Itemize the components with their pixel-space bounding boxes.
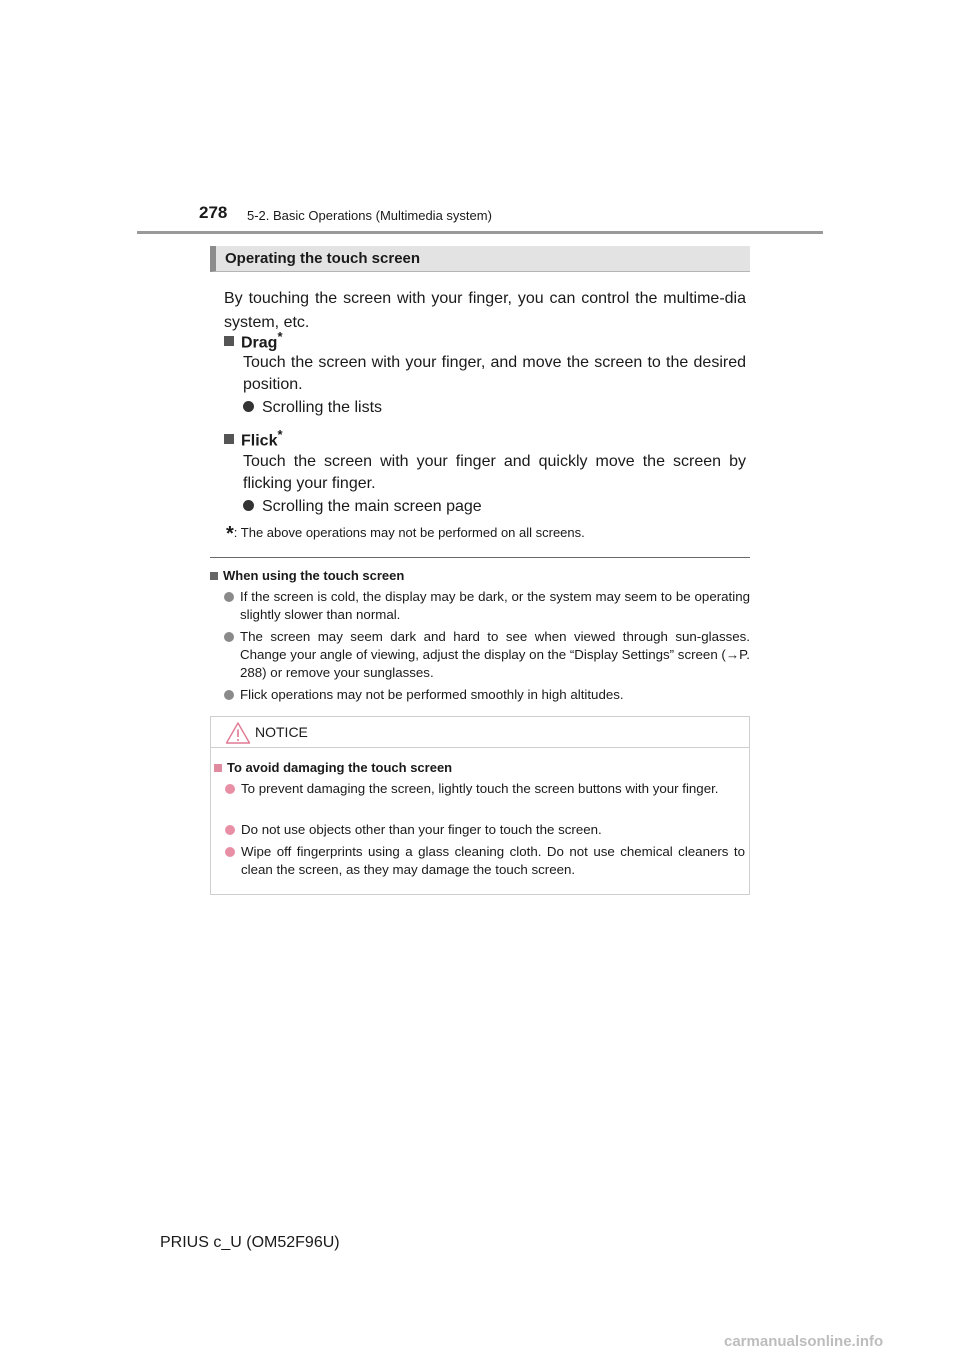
intro-paragraph: By touching the screen with your finger, you can control the multime-dia system, etc.: [224, 290, 746, 331]
notice-item: To prevent damaging the screen, lightly touch the screen buttons with your finger.: [225, 780, 745, 798]
bullet-icon: [243, 401, 254, 412]
square-bullet-icon: [210, 572, 218, 580]
square-bullet-icon: [224, 336, 234, 346]
bullet-icon: [224, 632, 234, 642]
bullet-icon: [224, 690, 234, 700]
notice-box: [210, 716, 750, 895]
bullet-icon: [243, 500, 254, 511]
section-divider: [210, 557, 750, 558]
header-divider: [137, 231, 823, 234]
square-bullet-icon: [224, 434, 234, 444]
section-breadcrumb: 5-2. Basic Operations (Multimedia system): [247, 208, 492, 223]
drag-description: Touch the screen with your finger, and move the screen to the desired position.: [243, 354, 746, 393]
page-number: 278: [199, 203, 228, 222]
bullet-icon: [225, 784, 235, 794]
flick-heading: Flick*: [224, 427, 283, 450]
notice-header: [211, 717, 749, 748]
asterisk-mark: *: [277, 329, 283, 344]
bullet-icon: [225, 847, 235, 857]
info-heading: When using the touch screen: [210, 568, 404, 583]
section-title: Operating the touch screen: [225, 250, 421, 267]
section-title-bar: [210, 246, 750, 272]
notice-heading: To avoid damaging the touch screen: [211, 760, 452, 775]
warning-triangle-icon: [225, 721, 251, 745]
info-item: If the screen is cold, the display may be dark, or the system may seem to be operating slightly slower than normal.: [224, 588, 750, 624]
bullet-icon: [225, 825, 235, 835]
watermark: carmanualsonline.info: [724, 1333, 884, 1350]
drag-heading: Drag*: [224, 329, 283, 352]
notice-label: NOTICE: [255, 724, 308, 740]
notice-item: Wipe off fingerprints using a glass cleaning cloth. Do not use chemical cleaners to clean the screen, as they may damage the touch screen.: [225, 843, 745, 879]
asterisk-mark: *: [277, 427, 283, 442]
flick-description: Touch the screen with your finger and quickly move the screen by flicking your finger.: [243, 453, 746, 492]
bullet-icon: [224, 592, 234, 602]
footnote: *: The above operations may not be performed on all screens.: [226, 523, 585, 545]
asterisk-mark: *: [226, 523, 234, 545]
notice-item: Do not use objects other than your finger to touch the screen.: [225, 821, 745, 839]
info-item: The screen may seem dark and hard to see when viewed through sun-glasses. Change your angle of viewing, adjust the display on the “Display Settings” screen (→P. 288) or remove your sunglasses.: [224, 628, 750, 682]
flick-example: Scrolling the main screen page: [243, 498, 482, 516]
square-bullet-icon: [214, 764, 222, 772]
drag-example: Scrolling the lists: [243, 399, 382, 417]
footer-model: PRIUS c_U (OM52F96U): [160, 1234, 340, 1251]
info-item: Flick operations may not be performed smoothly in high altitudes.: [224, 686, 750, 704]
